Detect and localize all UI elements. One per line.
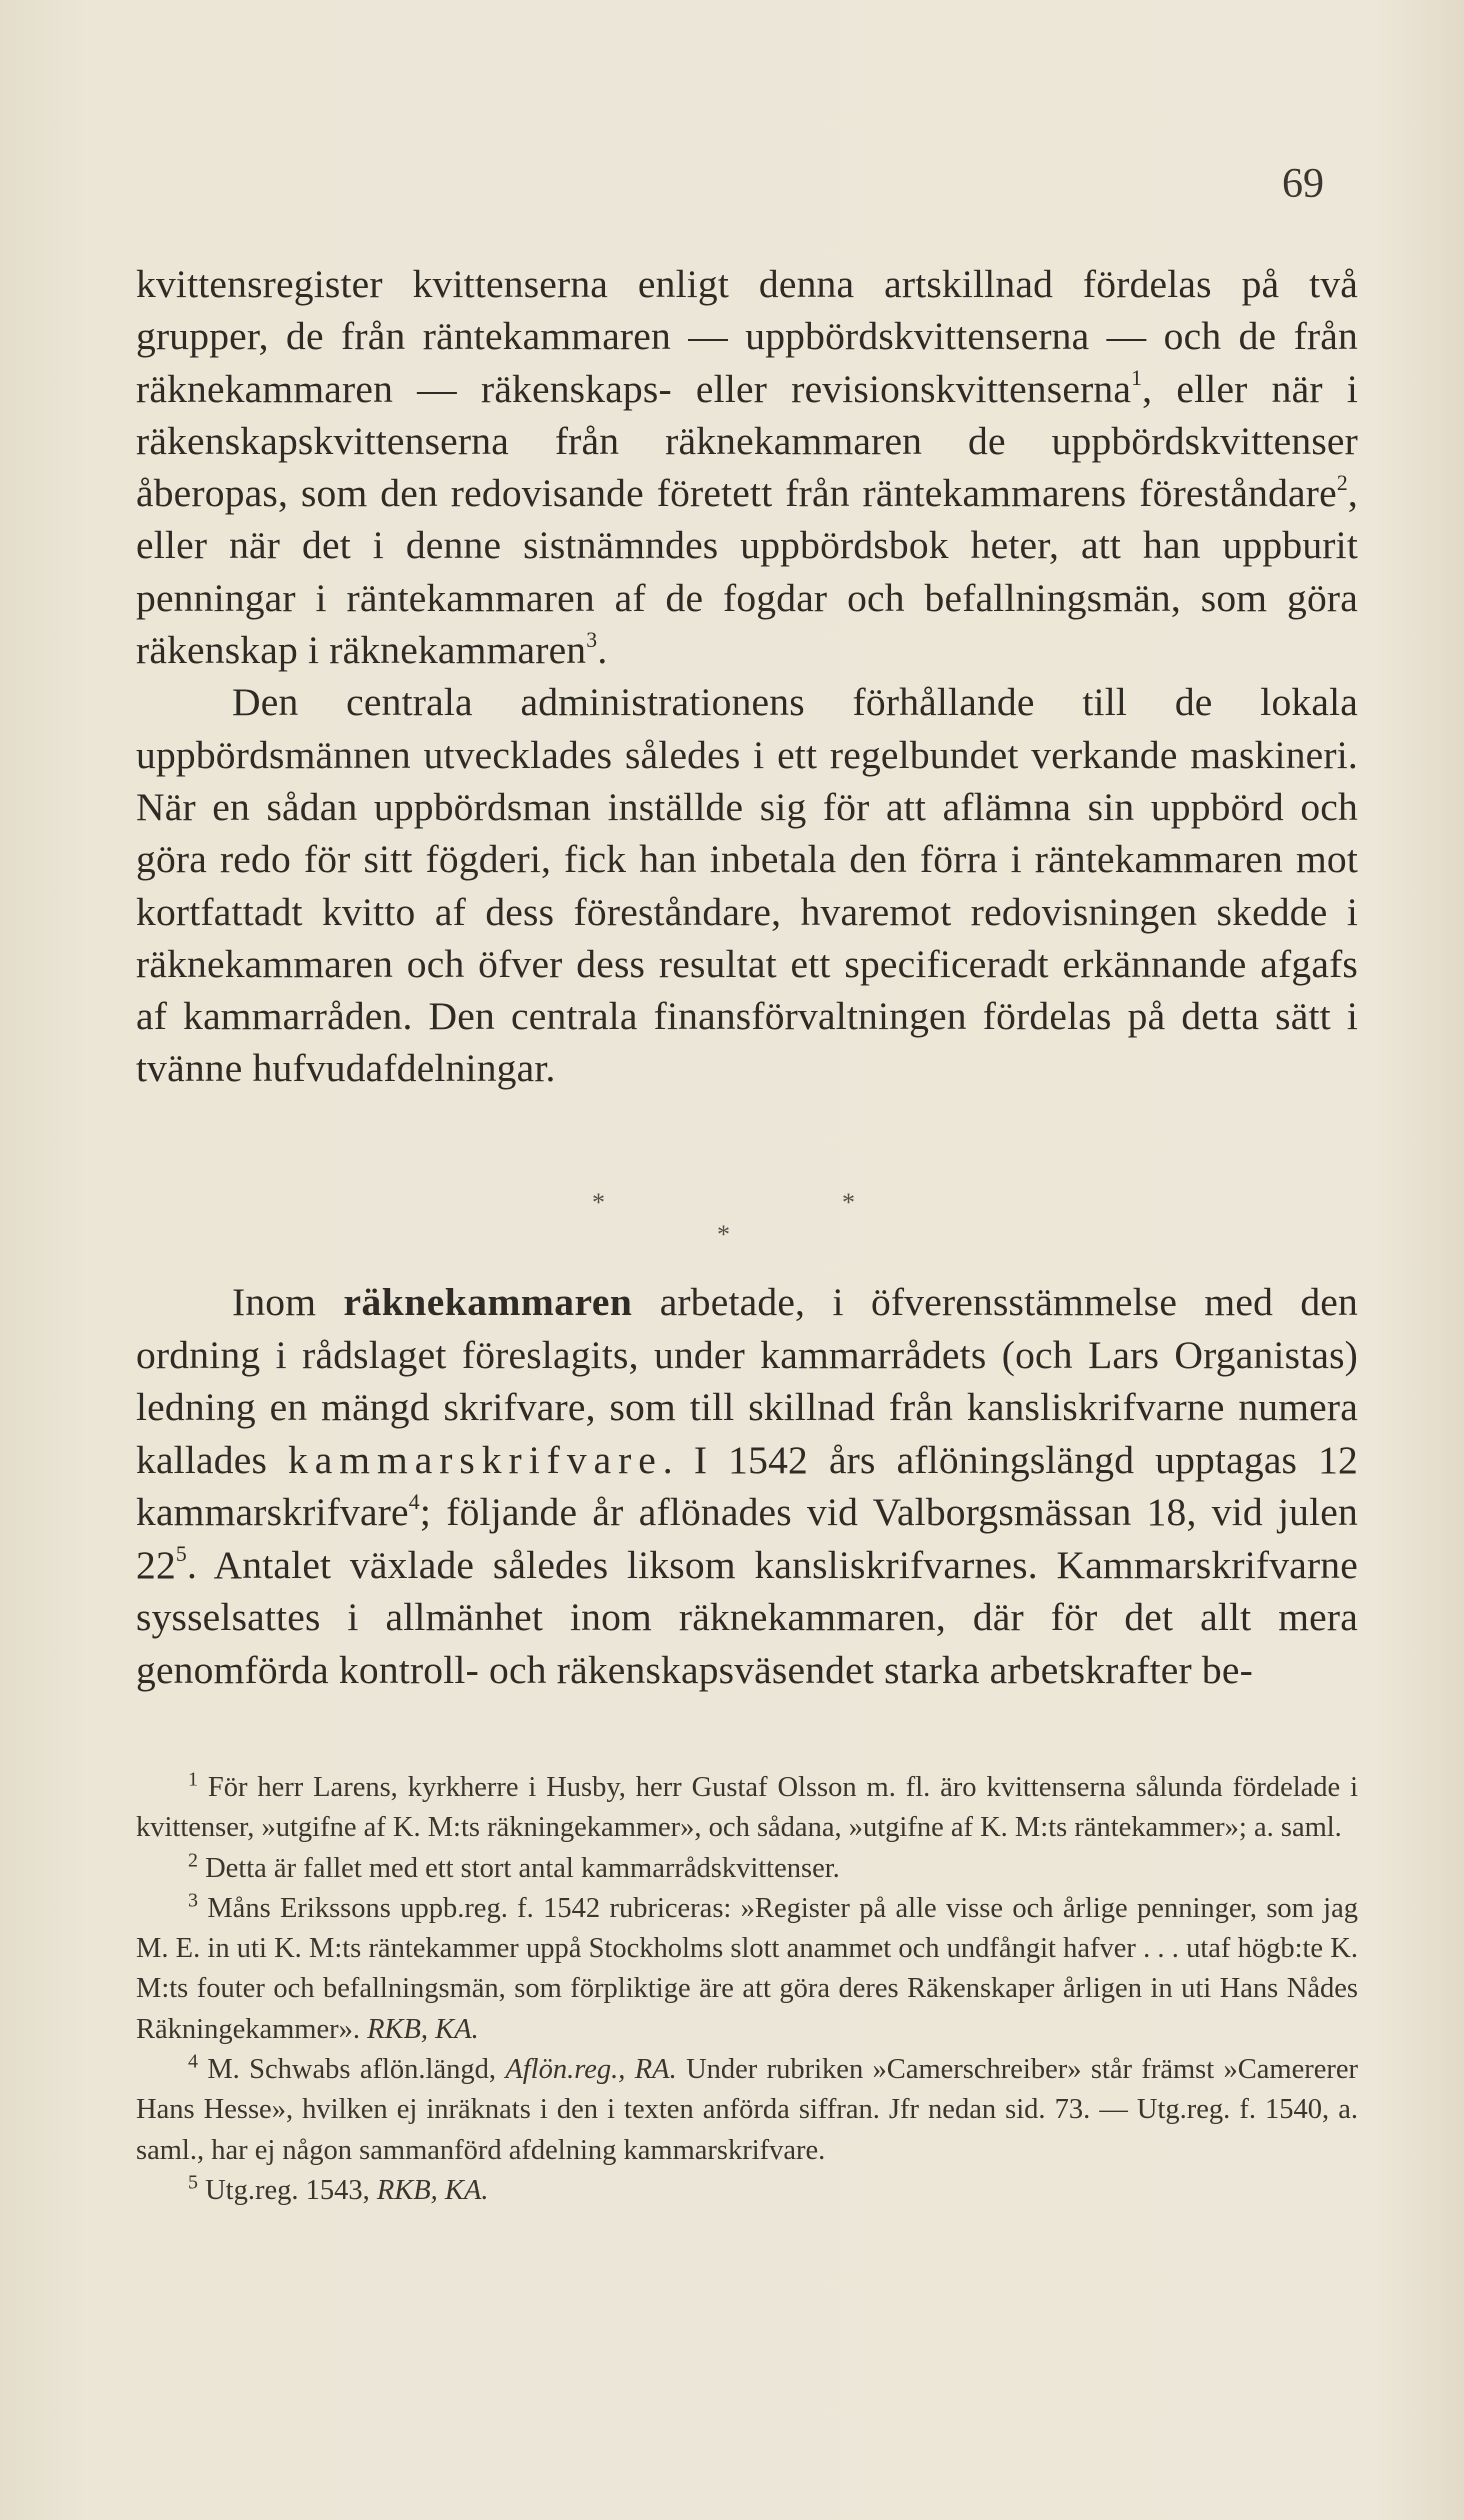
- section-separator: [0, 1182, 1464, 1262]
- separator-star-bottom: *: [717, 1220, 730, 1249]
- paragraph-3: Inom räknekammaren arbetade, i öfverensstämmelse med den ordning i rådslaget föreslagits, under kammarrådets (och Lars Organistas) ledning en mängd skrifvare, som till skillnad från kansliskrifvarne numera kallades kammarskrifvare. I 1542 års aflöningslängd upptagas 12 kammarskrifvare$^4$; följande år aflönades vid Valborgsmässan 18, vid julen $22^5$. Antalet växlade således liksom kansliskrifvarnes. Kammarskrifvarne sysselsattes i allmänhet inom räknekammaren, där för det allt mera genomförda kontroll- och räkenskapsväsendet starka arbetskrafter be-: [136, 1280, 1359, 1692]
- footnote-4: $^4$ M. Schwabs aflön.längd, Aflön.reg., RA. Under rubriken »Camerschreiber» står främst »Camererer Hans Hesse», hvilken ej inräknats i den i texten anförda siffran. Jfr nedan sid. 73. — Utg.reg. f. 1540, a. saml., har ej någon sammanförd afdelning kammarskrifvare.: [136, 2050, 1359, 2166]
- bold-term: räknekammaren: [343, 1280, 633, 1324]
- footnote-ref-2: 2: [1336, 470, 1348, 495]
- spaced-term: kammarskrifvare: [288, 1437, 663, 1482]
- footnote-ref-5: 5: [175, 1542, 187, 1567]
- footnote-5: $^5$ Utg.reg. 1543, RKB, KA.: [188, 2171, 489, 2206]
- footnote-ref-3: 3: [586, 627, 598, 652]
- separator-star-right: *: [842, 1188, 855, 1217]
- footnote-ref-1: 1: [1131, 366, 1143, 391]
- footnote-3: $^3$ Måns Erikssons uppb.reg. f. 1542 rubriceras: »Register på alle visse och årlige penninger, som jag M. E. in uti K. M:ts räntekammer uppå Stockholms slott anammet och undfångit hafver . . . utaf högb:te K. M:ts fouter och befallningsmän, som förpliktige äre att göra deres Räkenskaper årligen in uti Hans Nådes Räkningekammer». RKB, KA.: [136, 1889, 1359, 2045]
- paragraph-1: kvittensregister kvittenserna enligt denna artskillnad fördelas på två grupper, de från räntekammaren — uppbördskvittenserna — och de från räknekammaren — räkenskaps- eller revisionskvittenserna$^1$, eller när i räkenskapskvittenserna från räknekammaren de uppbördskvittenser åberopas, som den redovisande företett från räntekammarens föreståndare$^2$, eller när det i denne sistnämndes uppbördsbok heter, att han uppburit penningar i räntekammaren af de fogdar och befallningsmän, som göra räkenskap i räknekammaren$^3$.: [136, 262, 1358, 673]
- separator-star-left: *: [592, 1188, 605, 1217]
- paragraph-2: Den centrala administrationens förhållande till de lokala uppbördsmännen utvecklades således i ett regelbundet verkande maskineri. När en sådan uppbördsman inställde sig för att aflämna sin uppbörd och göra redo för sitt fögderi, fick han inbetala den förra i räntekammaren mot kortfattadt kvitto af dess föreståndare, hvaremot redovisningen skedde i räknekammaren och öfver dess resultat ett specificeradt erkännande afgafs af kammarråden. Den centrala finansförvaltningen fördelas på detta sätt i tvänne hufvudafdelningar.: [136, 680, 1358, 1091]
- footnote-2: $^2$ Detta är fallet med ett stort antal kammarrådskvittenser.: [188, 1849, 840, 1884]
- main-text: [136, 258, 1358, 1095]
- page-number: 69: [1282, 161, 1324, 207]
- footnote-ref-4: 4: [408, 1489, 420, 1514]
- footnotes: [136, 1768, 1358, 2211]
- footnote-1: $^1$ För herr Larens, kyrkherre i Husby, herr Gustaf Olsson m. fl. äro kvittenserna sålunda fördelade i kvittenser, »utgifne af K. M:ts räkningekammer», och sådana, »utgifne af K. M:ts räntekammer»; a. saml.: [136, 1768, 1358, 1844]
